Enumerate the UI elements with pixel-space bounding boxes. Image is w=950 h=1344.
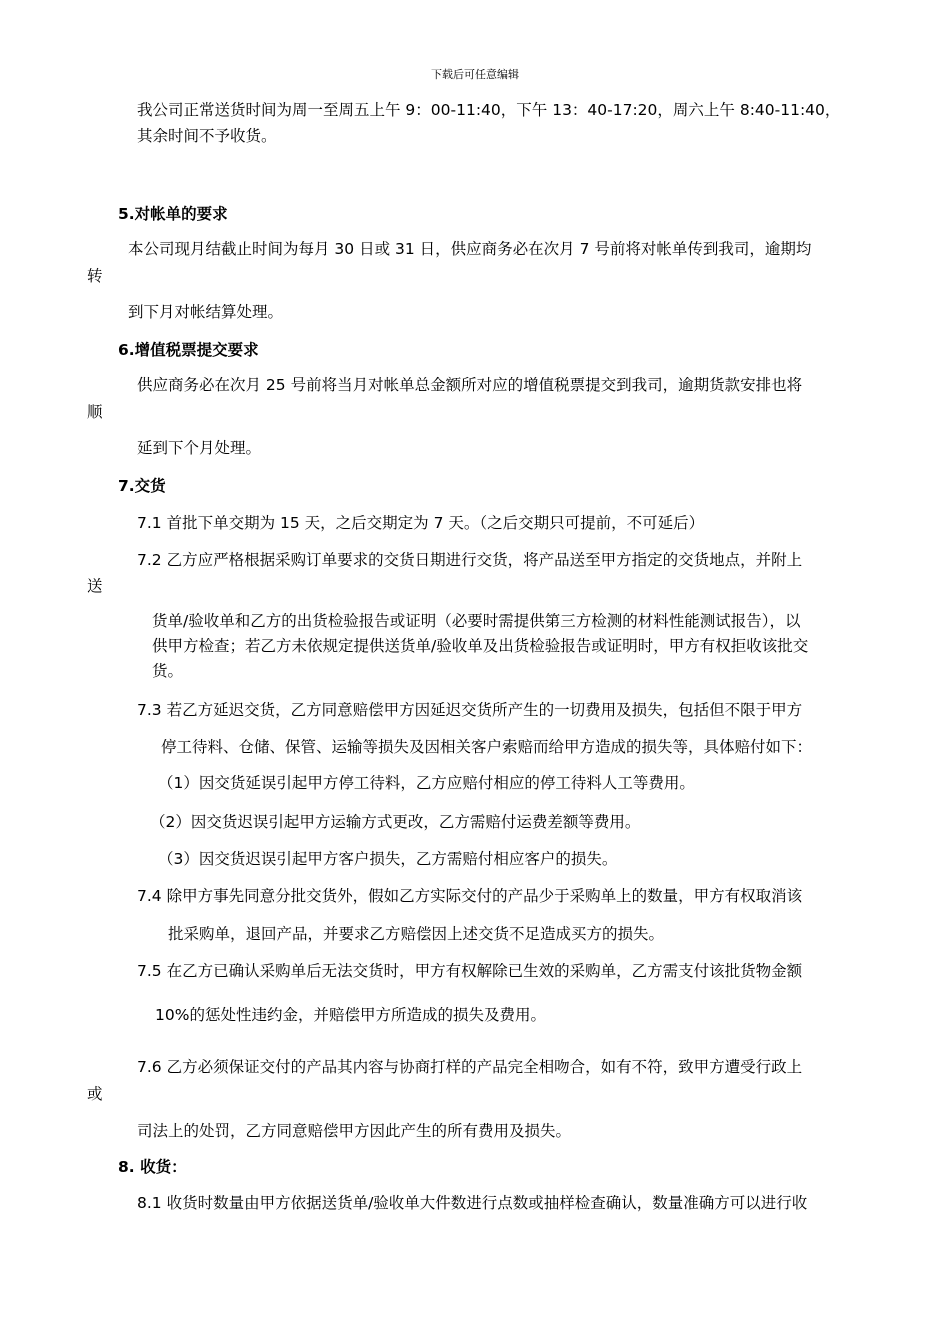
clause-7-2-line-2: 送: [87, 577, 103, 595]
clause-8-1: 8.1 收货时数量由甲方依据送货单/验收单大件数进行点数或抽样检查确认，数量准确方可以进行收: [137, 1194, 808, 1212]
clause-7-3-line-1: 7.3 若乙方延迟交货，乙方同意赔偿甲方因延迟交货所产生的一切费用及损失，包括但不限于甲方: [137, 701, 803, 719]
section-5-heading: 5.对帐单的要求: [118, 205, 228, 223]
clause-7-5-line-2: 10%的惩处性违约金，并赔偿甲方所造成的损失及费用。: [155, 1006, 546, 1024]
section-5-line-1: 本公司现月结截止时间为每月 30 日或 31 日，供应商务必在次月 7 号前将对帐单传到我司，逾期均: [128, 240, 812, 258]
clause-7-3-line-2: 停工待料、仓储、保管、运输等损失及因相关客户索赔而给甲方造成的损失等，具体赔付如下：: [161, 738, 813, 756]
section-5-line-2: 转: [87, 267, 103, 285]
section-6-line-1: 供应商务必在次月 25 号前将当月对帐单总金额所对应的增值税票提交到我司，逾期货款安排也将: [137, 376, 803, 394]
clause-7-6-line-2: 或: [87, 1085, 103, 1103]
section-5-line-3: 到下月对帐结算处理。: [128, 303, 284, 321]
delivery-time-line-2: 其余时间不予收货。: [137, 127, 277, 145]
clause-7-4-line-2: 批采购单，退回产品，并要求乙方赔偿因上述交货不足造成买方的损失。: [168, 925, 665, 943]
clause-7-1: 7.1 首批下单交期为 15 天，之后交期定为 7 天。（之后交期只可提前，不可延后）: [137, 514, 705, 532]
clause-7-5-line-1: 7.5 在乙方已确认采购单后无法交货时，甲方有权解除已生效的采购单，乙方需支付该批货物金额: [137, 962, 803, 980]
clause-7-2-line-5: 货。: [152, 662, 184, 680]
clause-7-6-line-1: 7.6 乙方必须保证交付的产品其内容与协商打样的产品完全相吻合，如有不符，致甲方遭受行政上: [137, 1058, 803, 1076]
page-header: 下载后可任意编辑: [431, 68, 519, 81]
clause-7-2-line-3: 货单/验收单和乙方的出货检验报告或证明（必要时需提供第三方检测的材料性能测试报告），以: [152, 612, 801, 630]
clause-7-3-item-3: （3）因交货迟误引起甲方客户损失，乙方需赔付相应客户的损失。: [158, 850, 618, 868]
section-6-heading: 6.增值税票提交要求: [118, 341, 259, 359]
section-6-line-2: 顺: [87, 403, 103, 421]
clause-7-4-line-1: 7.4 除甲方事先同意分批交货外，假如乙方实际交付的产品少于采购单上的数量，甲方有权取消该: [137, 887, 803, 905]
clause-7-3-item-2: （2）因交货迟误引起甲方运输方式更改，乙方需赔付运费差额等费用。: [150, 813, 641, 831]
clause-7-2-line-1: 7.2 乙方应严格根据采购订单要求的交货日期进行交货，将产品送至甲方指定的交货地点，并附上: [137, 551, 803, 569]
section-7-heading: 7.交货: [118, 477, 166, 495]
section-6-line-3: 延到下个月处理。: [137, 439, 262, 457]
section-8-heading: 8. 收货：: [118, 1158, 187, 1176]
clause-7-2-line-4: 供甲方检查；若乙方未依规定提供送货单/验收单及出货检验报告或证明时，甲方有权拒收该批交: [152, 637, 809, 655]
clause-7-3-item-1: （1）因交货延误引起甲方停工待料，乙方应赔付相应的停工待料人工等费用。: [158, 774, 695, 792]
delivery-time-line-1: 我公司正常送货时间为周一至周五上午 9：00-11:40，下午 13：40-17:20，周六上午 8:40-11:40，: [137, 101, 841, 119]
clause-7-6-line-3: 司法上的处罚，乙方同意赔偿甲方因此产生的所有费用及损失。: [137, 1122, 572, 1140]
